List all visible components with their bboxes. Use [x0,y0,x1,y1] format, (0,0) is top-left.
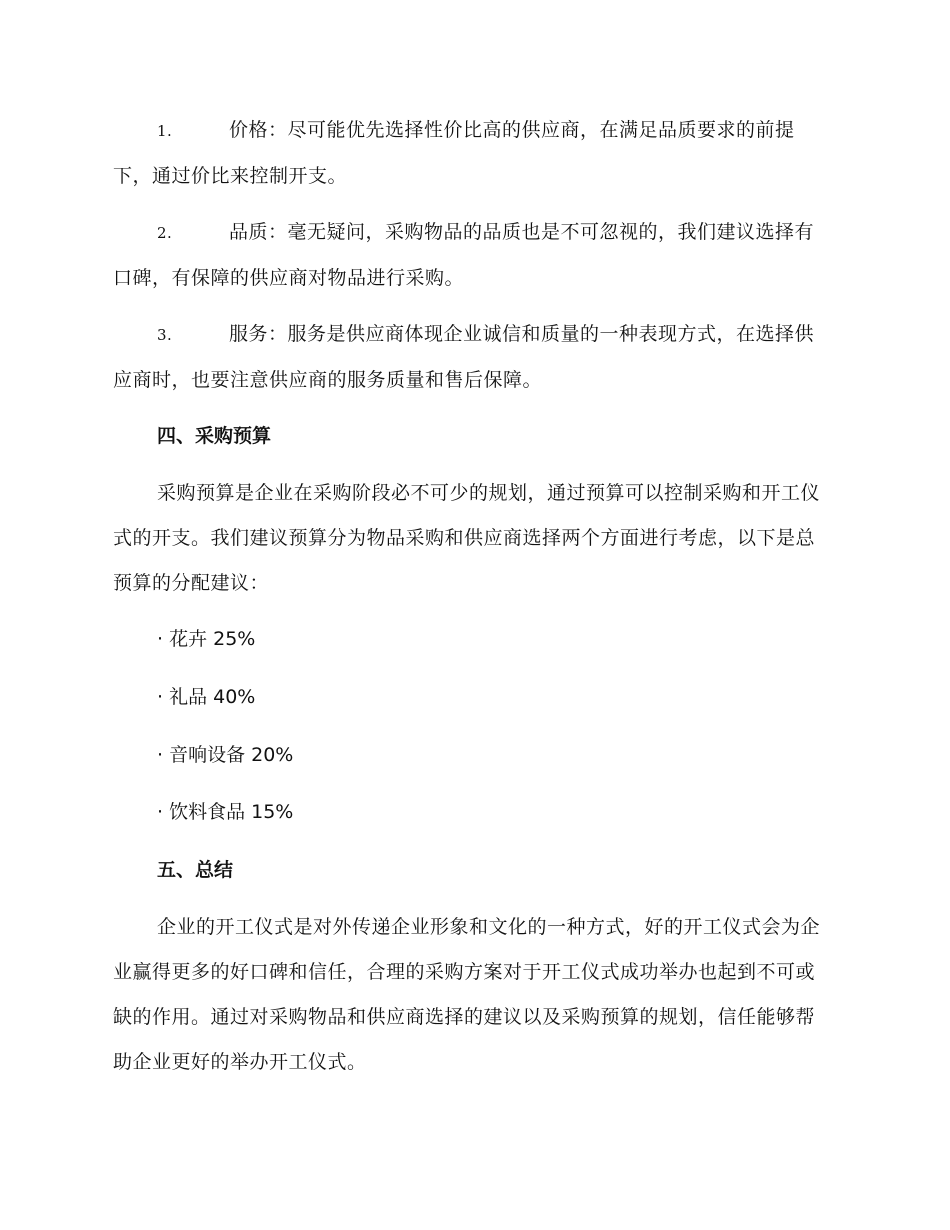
list-number: 1. [157,122,173,140]
section-heading-budget: 四、采购预算 [157,425,272,447]
budget-item-flowers: · 花卉 25% [157,628,256,650]
summary-paragraph: 企业的开工仪式是对外传递企业形象和文化的一种方式，好的开工仪式会为企业赢得更多的好口碑和信任，合理的采购方案对于开工仪式成功举办也起到不可或缺的作用。通过对采购物品和供应商选择的建议以及采购预算的规划，信任能够帮助企业更好的举办开工仪式。 [113,916,821,1073]
section-heading-summary: 五、总结 [157,859,234,881]
list-item-text: 价格：尽可能优先选择性价比高的供应商，在满足品质要求的前提下，通过价比来控制开支。 [113,119,795,187]
criteria-item-quality [113,210,833,301]
list-item-text: 品质：毫无疑问，采购物品的品质也是不可忽视的，我们建议选择有口碑，有保障的供应商对物品进行采购。 [113,221,815,289]
budget-item-food: · 饮料食品 15% [157,801,294,823]
criteria-item-service [113,312,833,403]
budget-item-gifts: · 礼品 40% [157,686,256,708]
list-number: 3. [157,326,173,344]
budget-item-audio: · 音响设备 20% [157,744,294,766]
list-item-text: 服务：服务是供应商体现企业诚信和质量的一种表现方式，在选择供应商时，也要注意供应商的服务质量和售后保障。 [113,323,815,391]
budget-paragraph: 采购预算是企业在采购阶段必不可少的规划，通过预算可以控制采购和开工仪式的开支。我们建议预算分为物品采购和供应商选择两个方面进行考虑，以下是总预算的分配建议： [113,482,821,594]
criteria-item-price [113,108,833,199]
list-number: 2. [157,224,173,242]
